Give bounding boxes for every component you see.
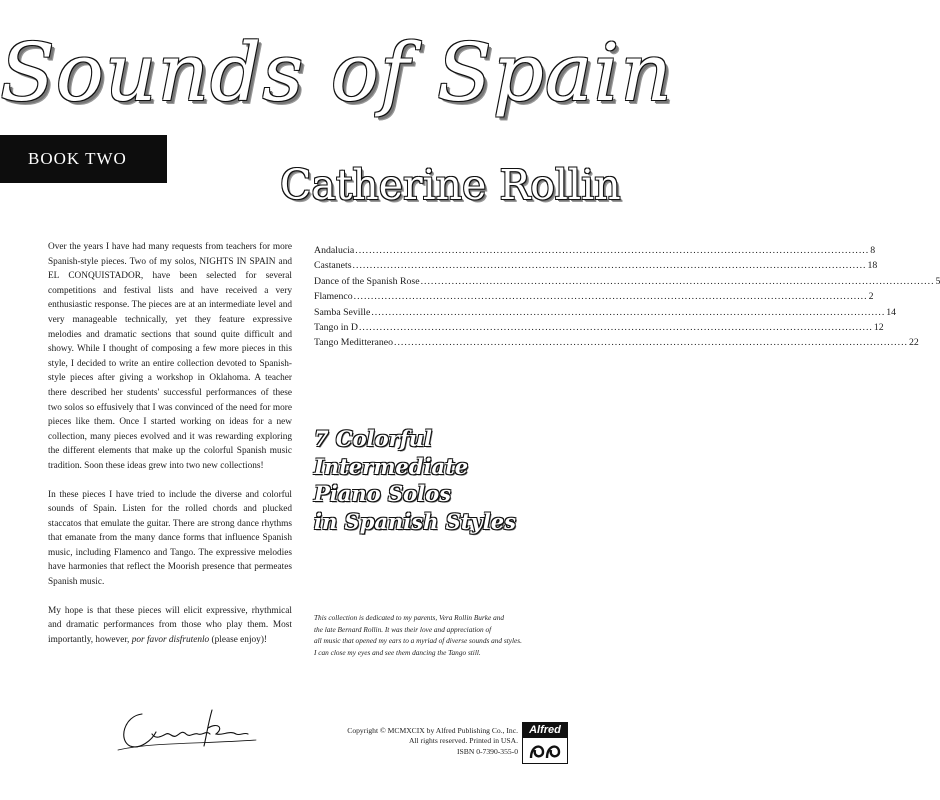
dedication-line-1: This collection is dedicated to my parents, Vera Rollin Burke and [314,613,505,622]
logo-wordmark: Alfred [523,723,567,738]
book-title: Sounds of Spain [0,26,673,119]
copyright-line-1: Copyright © MCMXCIX by Alfred Publishing Co., Inc. [347,726,518,735]
toc-page: 2 [868,291,874,303]
intro-paragraph-3 [48,604,292,648]
toc-title: Tango in D [314,322,358,334]
intro-paragraph-3-start: My hope is that these pieces will elicit expressive, rhythmical and dramatic performances from those who play them. Most importantly, however, [48,605,292,645]
toc-page: 18 [867,260,878,272]
copyright-notice [300,726,518,757]
dedication-line-3: all music that opened my ears to a myriad of diverse sounds and styles. [314,636,522,646]
subtitle-line-1: 7 Colorful [314,426,432,451]
toc-entry-samba-seville [314,305,897,320]
dedication-text [314,612,586,658]
table-of-contents [314,243,940,351]
toc-entry-castanets [314,258,878,273]
subtitle-line-4: in Spanish Styles [314,508,516,534]
dedication-line-4: I can close my eyes and see them dancing the Tango still. [314,647,481,657]
toc-title: Dance of the Spanish Rose [314,275,420,287]
toc-title: Tango Meditteraneo [314,337,394,349]
signature-icon [112,700,262,760]
toc-title: Andalucia [314,245,355,256]
isbn: ISBN 0-7390-355-0 [457,746,518,756]
toc-entry-tango-meditteraneo [314,335,919,350]
introduction-text [48,240,292,661]
book-number-banner: BOOK TWO [0,135,167,183]
subtitle-line-3: Piano Solos [314,481,451,506]
copyright-line-2: All rights reserved. Printed in USA. [408,736,518,746]
intro-paragraph-3-end: (please enjoy)! [209,634,268,645]
logo-mark-icon [527,740,563,760]
toc-page: 22 [908,337,919,349]
intro-paragraph-3-italic: por favor disfrutenlo [131,634,210,645]
toc-title: Castanets [314,260,352,272]
collection-subtitle [314,425,584,535]
toc-title: Flamenco [314,291,353,303]
dedication-line-2: the late Bernard Rollin. It was their love and appreciation of [314,624,492,634]
toc-page: 14 [886,306,897,318]
toc-entry-tango-in-d [314,320,884,335]
author-name: Catherine Rollin [280,161,621,209]
toc-page: 8 [870,245,876,256]
intro-paragraph-2: In these pieces I have tried to include the diverse and colorful sounds of Spain. Listen for the rolled chords and plucked staccatos that emulate the guitar. There are strong dance rhythms that emanate from the many dance forms that influence Spanish music, including Flamenco and Tango. The expressive melodies have harmonies that reflect the Moorish presence that permeates Spanish music. [48,489,292,588]
toc-entry-dance-of-the-spanish-rose [314,274,940,289]
alfred-logo-icon [522,722,568,764]
toc-page: 5 [935,275,940,287]
toc-entry-andalucia [314,243,876,258]
toc-entry-flamenco [314,289,874,304]
toc-page: 12 [873,322,884,334]
intro-paragraph-1: Over the years I have had many requests from teachers for more Spanish-style pieces. Two of my solos, NIGHTS IN SPAIN and EL CONQUISTADOR, have been selected for several competitions and festival lists and have received a very enthusiastic response. The pieces are at an intermediate level and very manageable technically, yet they feature expressive melodies and dramatic sections that sound quite difficult and showy. While I thought of composing a few more pieces in this style, I decided to write an entire collection devoted to Spanish-style pieces after giving a workshop in Oklahoma. A teacher there described her students' successful performances of these two solos so effusively that I was convinced of the need for more pieces like them. Once I started working on ideas for a new collection, many pieces evolved and it was rewarding exploring the different elements that make up the colorful Spanish music tradition. Soon these ideas grew into two new collections! [48,242,292,471]
subtitle-line-2: Intermediate [314,453,469,479]
toc-title: Samba Seville [314,306,371,318]
